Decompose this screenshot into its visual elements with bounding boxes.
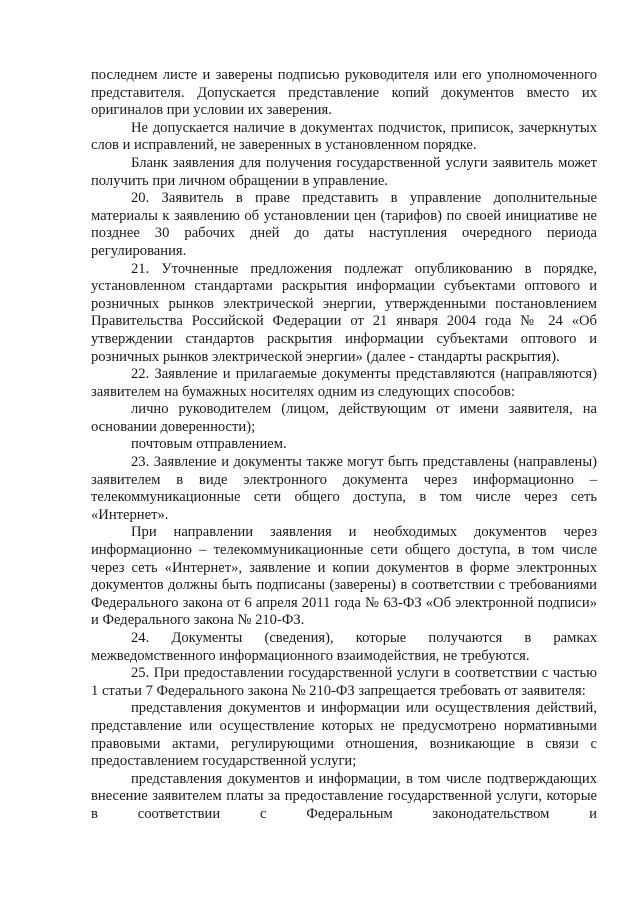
paragraph-continuation: последнем листе и заверены подписью руководителя или его уполномоченного представителя. Допускается представление копий документов вместо их оригиналов при условии их заверения.	[91, 67, 597, 119]
paragraph-in-person: лично руководителем (лицом, действующим от имени заявителя, на основании доверенности);	[91, 401, 597, 435]
paragraph-25: 25. При предоставлении государственной услуги в соответствии с частью 1 статьи 7 Федерального закона № 210-ФЗ запрещается требовать от заявителя:	[91, 665, 597, 699]
paragraph-21: 21. Уточненные предложения подлежат опубликованию в порядке, установленном стандартами раскрытия информации субъектами оптового и розничных рынков электрической энергии, утвержденными постановлением Правительства Российской Федерации от 21 января 2004 года № 24 «Об утверждении стандартов раскрытия информации субъектами оптового и розничных рынков электрической энергии» (далее - стандарты раскрытия).	[91, 260, 597, 365]
paragraph-24: 24. Документы (сведения), которые получаются в рамках межведомственного информационного взаимодействия, не требуются.	[91, 630, 597, 664]
paragraph-22: 22. Заявление и прилагаемые документы представляются (направляются) заявителем на бумажных носителях одним из следующих способов:	[91, 366, 597, 400]
paragraph-electronic-submission: При направлении заявления и необходимых документов через информационно – телекоммуникационные сети общего доступа, в том числе через сеть «Интернет», заявление и копии документов в форме электронных документов должны быть подписаны (заверены) в соответствии с требованиями Федерального закона от 6 апреля 2011 года № 63-ФЗ «Об электронной подписи» и Федерального закона № 210-ФЗ.	[91, 524, 597, 629]
paragraph-prohibited-payment-docs: представления документов и информации, в том числе подтверждающих внесение заявителем платы за предоставление государственной услуги, которые в соответствии с Федеральным законодательством и	[91, 770, 597, 822]
paragraph-by-mail: почтовым отправлением.	[131, 436, 287, 453]
paragraph-23: 23. Заявление и документы также могут быть представлены (направлены) заявителем в виде электронного документа через информационно – телекоммуникационные сети общего доступа, в том числе через сеть «Интернет».	[91, 454, 597, 523]
document-body	[91, 67, 597, 824]
paragraph-application-form: Бланк заявления для получения государственной услуги заявитель может получить при личном обращении в управление.	[91, 154, 597, 189]
paragraph-no-erasures: Не допускается наличие в документах подчисток, приписок, зачеркнутых слов и исправлений, не заверенных в установленном порядке.	[91, 119, 597, 154]
paragraph-20: 20. Заявитель в праве представить в управление дополнительные материалы к заявлению об установлении цен (тарифов) по своей инициативе не позднее 30 рабочих дней до даты наступления очередного периода регулирования.	[91, 190, 597, 259]
paragraph-prohibited-documents: представления документов и информации или осуществления действий, представление или осуществление которых не предусмотрено нормативными правовыми актами, регулирующими отношения, возникающие в связи с предоставлением государственной услуги;	[91, 700, 597, 770]
